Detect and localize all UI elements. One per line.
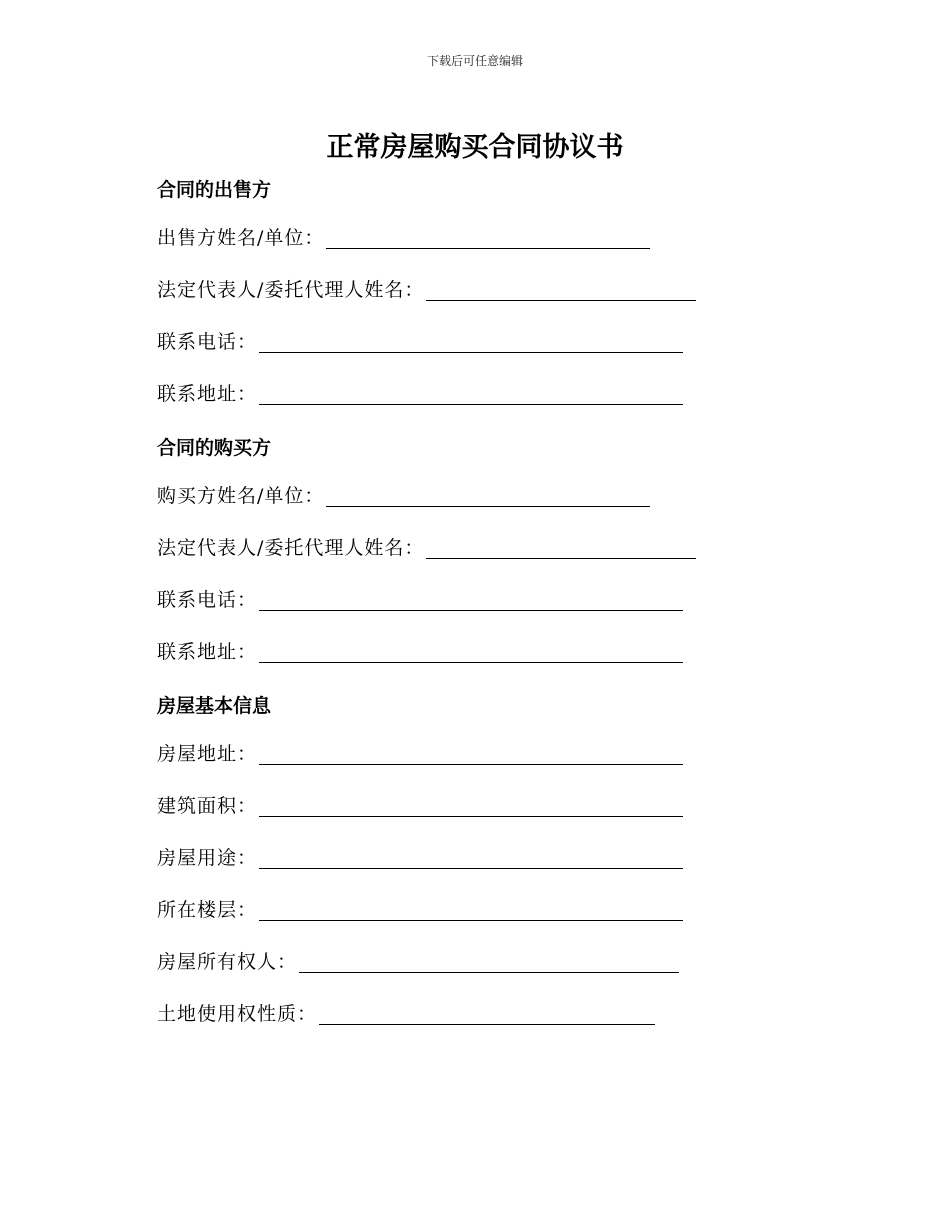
house-address-blank[interactable] [259,746,683,765]
house-area-row [157,778,797,830]
buyer-address-label: 联系地址： [157,640,258,663]
house-owner-label: 房屋所有权人： [157,950,298,973]
contract-form [157,170,797,1038]
seller-name-blank[interactable] [326,230,650,249]
house-address-row [157,726,797,778]
buyer-name-blank[interactable] [326,488,650,507]
house-usage-label: 房屋用途： [157,846,258,869]
house-floor-label: 所在楼层： [157,898,258,921]
seller-name-row [157,210,797,262]
buyer-phone-blank[interactable] [259,592,683,611]
buyer-rep-blank[interactable] [426,540,696,559]
seller-phone-blank[interactable] [259,334,683,353]
page-header-note: 下载后可任意编辑 [426,54,523,68]
seller-rep-blank[interactable] [426,282,696,301]
seller-phone-label: 联系电话： [157,330,258,353]
seller-rep-row [157,262,797,314]
house-land-label: 土地使用权性质： [157,1002,318,1025]
buyer-phone-row [157,572,797,624]
house-address-label: 房屋地址： [157,742,258,765]
house-section-heading: 房屋基本信息 [157,695,272,717]
buyer-address-blank[interactable] [259,644,683,663]
seller-section-heading: 合同的出售方 [157,179,272,201]
house-land-blank[interactable] [319,1006,655,1025]
house-floor-row [157,882,797,934]
house-owner-blank[interactable] [299,954,679,973]
buyer-name-label: 购买方姓名/单位： [157,484,325,507]
buyer-address-row [157,624,797,676]
seller-address-blank[interactable] [259,386,683,405]
buyer-rep-label: 法定代表人/委托代理人姓名： [157,536,425,559]
buyer-phone-label: 联系电话： [157,588,258,611]
seller-phone-row [157,314,797,366]
house-land-row [157,986,797,1038]
seller-address-label: 联系地址： [157,382,258,405]
house-floor-blank[interactable] [259,902,683,921]
house-owner-row [157,934,797,986]
buyer-section-heading: 合同的购买方 [157,437,272,459]
house-area-label: 建筑面积： [157,794,258,817]
house-usage-blank[interactable] [259,850,683,869]
buyer-rep-row [157,520,797,572]
seller-rep-label: 法定代表人/委托代理人姓名： [157,278,425,301]
house-usage-row [157,830,797,882]
document-title: 正常房屋购买合同协议书 [326,132,624,163]
seller-address-row [157,366,797,418]
seller-name-label: 出售方姓名/单位： [157,226,325,249]
buyer-name-row [157,468,797,520]
house-area-blank[interactable] [259,798,683,817]
